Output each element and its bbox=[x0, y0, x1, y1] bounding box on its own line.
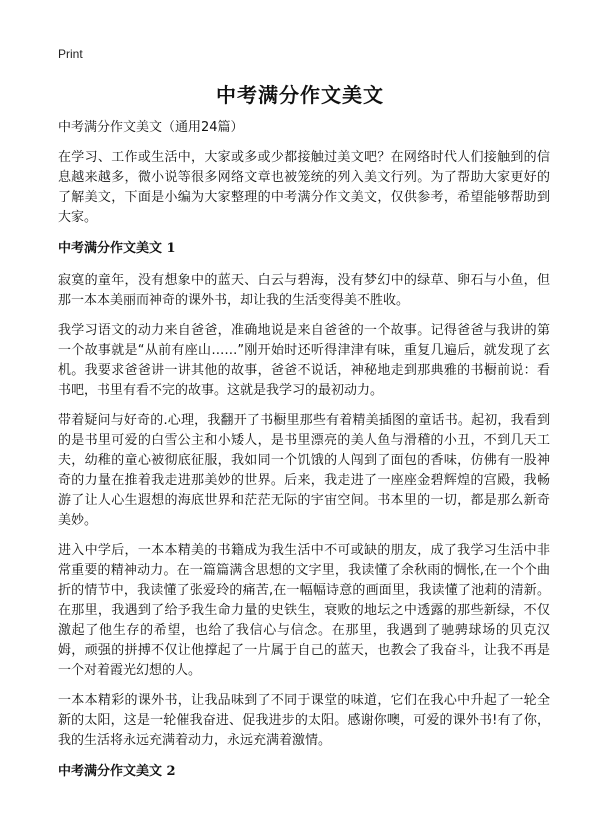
print-link[interactable]: Print bbox=[58, 47, 83, 61]
section-heading-2: 中考满分作文美文 2 bbox=[58, 764, 176, 779]
section-1-paragraph-2: 我学习语文的动力来自爸爸，准确地说是来自爸爸的一个故事。记得爸爸与我讲的第一个故事就是“从前有座山……”刚开始时还听得津津有味，重复几遍后，就发现了玄机。我要求爸爸讲一讲其他的故事，爸爸不说话，神秘地走到那典雅的书橱前说：看书吧，书里有看不完的故事。这就是我学习的最初动力。 bbox=[58, 323, 550, 398]
section-1-paragraph-5: 一本本精彩的课外书，让我品味到了不同于课堂的味道，它们在我心中升起了一轮全新的太阳，这是一轮催我奋进、促我进步的太阳。感谢你噢，可爱的课外书!有了你，我的生活将永远充满着动力，永远充满着激情。 bbox=[58, 693, 550, 748]
section-1-paragraph-1: 寂寞的童年，没有想象中的蓝天、白云与碧海，没有梦幻中的绿草、卵石与小鱼，但那一本本美丽而神奇的课外书，却让我的生活变得美不胜收。 bbox=[58, 273, 550, 308]
article-subtitle: 中考满分作文美文（通用24篇） bbox=[58, 120, 244, 135]
section-1-paragraph-4: 进入中学后，一本本精美的书籍成为我生活中不可或缺的朋友，成了我学习生活中非常重要的精神动力。在一篇篇满含思想的文字里，我读懂了余秋雨的惆怅,在一个个曲折的情节中，我读懂了张爱玲的痛苦,在一幅幅诗意的画面里，我读懂了池莉的清新。在那里，我遇到了给予我生命力量的史铁生，衰败的地坛之中透露的那些新绿，不仅激起了他生存的希望，也给了我信心与信念。在那里，我遇到了驰骋球场的贝克汉姆，顽强的拼搏不仅让他撑起了一片属于自己的蓝天，也教会了我奋斗，让我不再是一个对着霞光幻想的人。 bbox=[58, 543, 550, 678]
page-title: 中考满分作文美文 bbox=[216, 83, 384, 107]
intro-paragraph: 在学习、工作或生活中，大家或多或少都接触过美文吧？在网络时代人们接触到的信息越来越多，微小说等很多网络文章也被笼统的列入美文行列。为了帮助大家更好的了解美文，下面是小编为大家整理的中考满分作文美文，仅供参考，希望能够帮助到大家。 bbox=[58, 150, 550, 225]
section-heading-1: 中考满分作文美文 1 bbox=[58, 241, 176, 256]
article-body bbox=[58, 118, 550, 794]
section-1-paragraph-3: 带着疑问与好奇的.心理，我翻开了书橱里那些有着精美插图的童话书。起初，我看到的是书里可爱的白雪公主和小矮人，是书里漂亮的美人鱼与滑稽的小丑，不到几天工夫，幼稚的童心被彻底征服，我如同一个饥饿的人闯到了面包的香味，仿佛有一股神奇的力量在推着我走进那美妙的世界。后来，我走进了一座座金碧辉煌的宫殿，我畅游了让人心生遐想的海底世界和茫茫无际的宇宙空间。书本里的一切，都是那么新奇美妙。 bbox=[58, 413, 550, 528]
